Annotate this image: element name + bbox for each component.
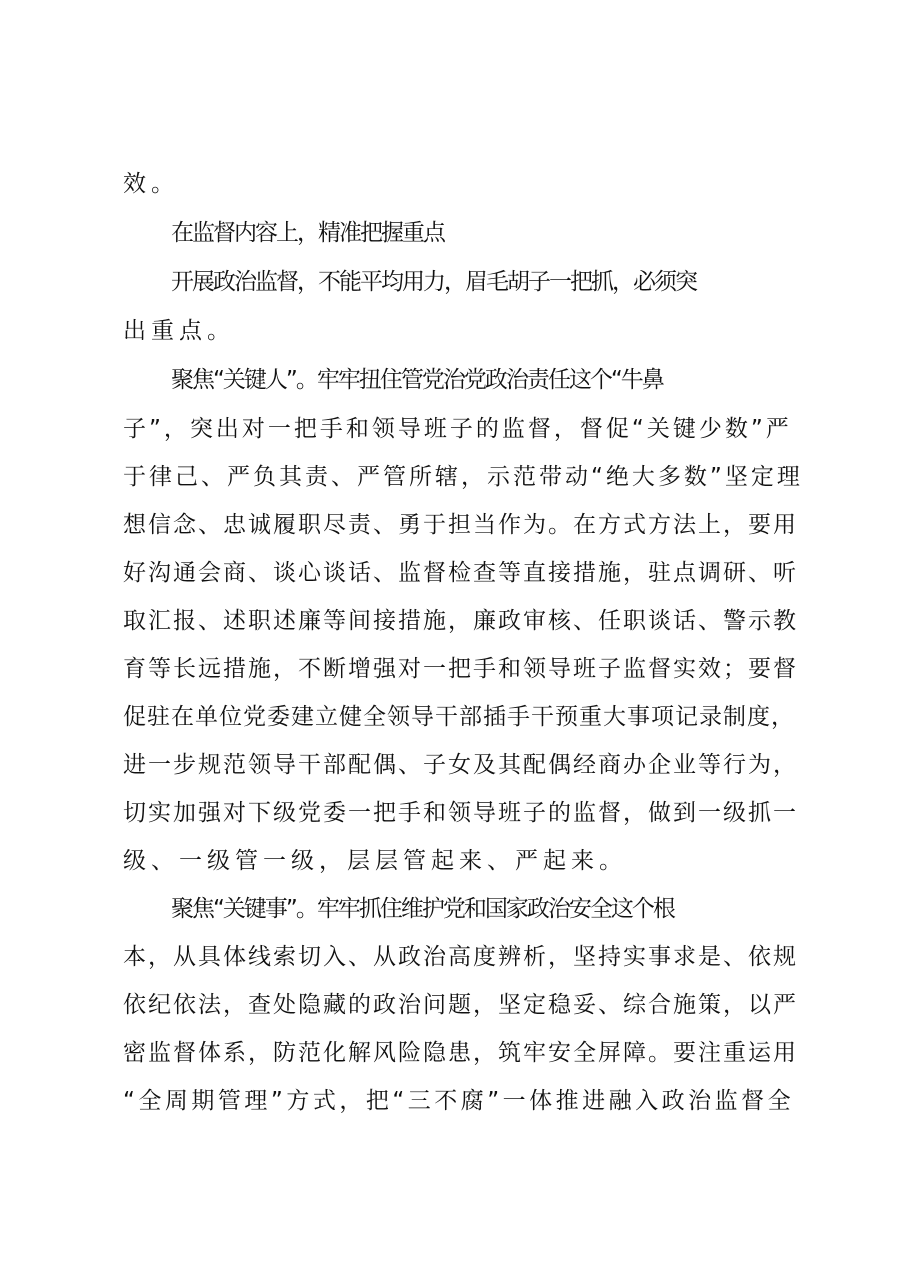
text-line: 密监督体系，防范化解风险隐患，筑牢安全屏障。要注重运用 xyxy=(123,1040,798,1066)
text-line: 依纪依法，查处隐藏的政治问题，坚定稳妥、综合施策，以严 xyxy=(123,992,798,1018)
text-line: 取汇报、述职述廉等间接措施，廉政审核、任职谈话、警示教 xyxy=(123,608,798,634)
section-heading: 在监督内容上，精准把握重点 xyxy=(171,220,444,246)
text-line: 聚焦“关键事”。牢牢抓住维护党和国家政治安全这个根 xyxy=(171,896,674,922)
text-line: 促驻在单位党委建立健全领导干部插手干预重大事项记录制度， xyxy=(123,704,795,730)
text-line: 进一步规范领导干部配偶、子女及其配偶经商办企业等行为， xyxy=(123,752,798,778)
text-line: 开展政治监督，不能平均用力，眉毛胡子一把抓，必须突 xyxy=(171,269,696,295)
text-line: 子”，突出对一把手和领导班子的监督，督促“关键少数”严 xyxy=(123,416,792,442)
text-line: 出重点。 xyxy=(123,318,235,344)
text-line: 于律己、严负其责、严管所辖，示范带动“绝大多数”坚定理 xyxy=(123,464,803,490)
text-line: 级、一级管一级，层层管起来、严起来。 xyxy=(123,848,627,874)
text-line: 想信念、忠诚履职尽责、勇于担当作为。在方式方法上，要用 xyxy=(123,512,798,538)
text-line: “全周期管理”方式，把“三不腐”一体推进融入政治监督全 xyxy=(123,1088,795,1114)
text-line: 切实加强对下级党委一把手和领导班子的监督，做到一级抓一 xyxy=(123,800,798,826)
text-line: 好沟通会商、谈心谈话、监督检查等直接措施，驻点调研、听 xyxy=(123,560,798,586)
text-line: 效。 xyxy=(123,171,179,197)
text-line: 育等长远措施，不断增强对一把手和领导班子监督实效；要督 xyxy=(123,656,798,682)
text-line: 本，从具体线索切入、从政治高度辨析，坚持实事求是、依规 xyxy=(123,944,798,970)
text-line: 聚焦“关键人”。牢牢扭住管党治党政治责任这个“牛鼻 xyxy=(171,367,663,393)
